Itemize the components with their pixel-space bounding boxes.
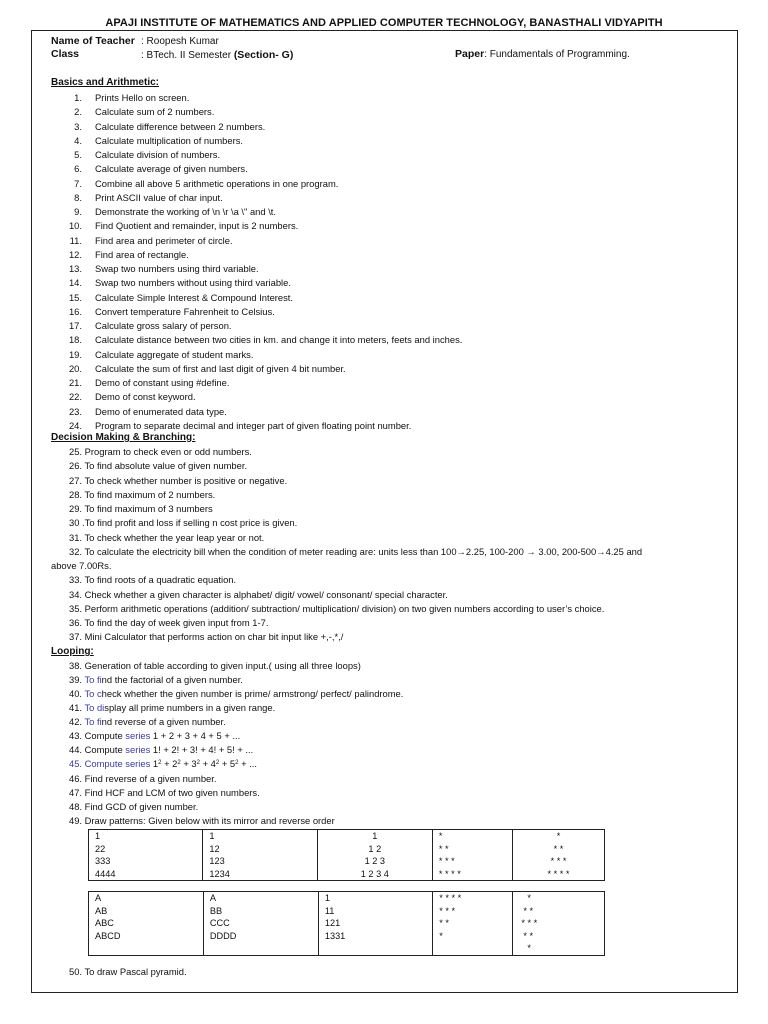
list-item-text: Calculate aggregate of student marks. — [95, 348, 254, 360]
pattern-line: 1234 — [209, 868, 230, 879]
list-item — [60, 306, 275, 318]
list-item — [60, 149, 220, 161]
pattern-line: A — [95, 893, 102, 903]
list-item: 26. To find absolute value of given number. — [69, 460, 248, 472]
list-item: 38. Generation of table according to given input.( using all three loops) — [69, 660, 361, 671]
list-item: 30 .To find profit and loss if selling n cost price is given. — [69, 517, 298, 529]
pattern-line: ABCD — [95, 930, 121, 941]
pattern-line: * * — [439, 918, 449, 929]
list-item-text: Swap two numbers using third variable. — [95, 263, 259, 274]
list-item — [60, 263, 259, 275]
pattern-line: * — [556, 831, 561, 841]
pattern-line: * * * — [439, 905, 456, 916]
list-item: 47. Find HCF and LCM of two given numbers. — [69, 787, 260, 798]
list-item — [60, 363, 346, 375]
list-item-number: 12. — [68, 248, 82, 260]
list-item-text: Find area of rectangle. — [95, 248, 189, 260]
list-item-text: Calculate difference between 2 numbers. — [95, 120, 266, 132]
list-item-number: 16. — [68, 305, 82, 317]
class-value: : BTech. II Semester (Section- G) — [141, 49, 294, 61]
pattern-line: * * — [553, 843, 564, 854]
list-item-text: Calculate distance between two cities in km. and change it into meters, feets and inches. — [95, 334, 463, 346]
list-item — [60, 249, 189, 261]
pattern-row — [89, 830, 605, 881]
list-item-number: 14. — [68, 277, 82, 289]
list-item-number: 9. — [74, 206, 82, 217]
pattern-line: * * — [523, 930, 534, 941]
list-item: 35. Perform arithmetic operations (addition/ subtraction/ multiplication/ division) on two given numbers according to user’s choice. — [69, 602, 605, 614]
list-item: 40. To check whether the given number is prime/ armstrong/ perfect/ palindrome. — [69, 688, 404, 699]
pattern-line: * * * * — [547, 868, 570, 879]
teacher-value: : Roopesh Kumar — [141, 36, 219, 47]
pattern-line: 4444 — [95, 868, 116, 879]
list-item — [60, 192, 223, 204]
list-item-number: 11. — [69, 234, 82, 246]
pattern-line: * — [438, 831, 443, 841]
list-item — [60, 320, 232, 332]
list-item-text: Program to separate decimal and integer part of given floating point number. — [95, 419, 412, 431]
paper-info: Paper: Fundamentals of Programming. — [455, 48, 630, 60]
list-item-number: 3. — [74, 120, 82, 132]
list-item: 27. To check whether number is positive or negative. — [69, 474, 288, 486]
list-item-number: 15. — [68, 291, 82, 303]
pattern-cell — [89, 830, 203, 881]
pattern-line: 1 — [95, 831, 101, 841]
pattern-line: 22 — [95, 843, 106, 854]
pattern-line: 1 — [324, 893, 330, 903]
section-basics-heading: Basics and Arithmetic: — [51, 77, 159, 88]
list-item: 46. Find reverse of a given number. — [69, 773, 217, 784]
list-item-text: Find Quotient and remainder, input is 2 numbers. — [95, 220, 299, 232]
pattern-row — [89, 892, 605, 956]
pattern-cell — [203, 830, 317, 881]
list-item: 45. Compute series $1^2 + 2^2 + 3^2 + 4^2 + 5^2$ + ... — [69, 758, 257, 769]
list-item: 43. Compute series 1 + 2 + 3 + 4 + 5 + ... — [69, 730, 241, 741]
pattern-cell — [513, 892, 605, 956]
list-item: 49. Draw patterns: Given below with its mirror and reverse order — [69, 815, 335, 826]
list-item: 32. To calculate the electricity bill when the condition of meter reading are: units less than 100→2.25, 100-200 → 3.00, 200-500→4.25 and — [69, 545, 643, 557]
list-item-text: Calculate sum of 2 numbers. — [95, 106, 215, 118]
list-item-text: Demo of enumerated data type. — [95, 405, 227, 417]
list-item: 41. To display all prime numbers in a given range. — [69, 702, 276, 713]
list-item-text: Calculate average of given numbers. — [95, 163, 248, 175]
pattern-line: A — [209, 893, 217, 903]
list-item: 37. Mini Calculator that performs action on char bit input like +,-,*,/ — [69, 631, 344, 643]
list-item — [60, 163, 248, 175]
pattern-line: BB — [209, 905, 223, 916]
pattern-line: 121 — [324, 918, 341, 929]
list-item — [60, 235, 233, 247]
list-item — [60, 135, 243, 147]
list-item-text: Demo of constant using #define. — [95, 377, 230, 388]
pattern-line: * * * — [438, 856, 455, 867]
list-item-number: 10. — [68, 220, 82, 232]
pattern-line: 1 2 — [368, 843, 382, 854]
list-item-number: 23. — [68, 405, 82, 417]
pattern-line: 11 — [324, 905, 335, 916]
section-label: (Section- G) — [233, 49, 294, 61]
list-item-number: 24. — [68, 419, 82, 431]
teacher-label: Name of Teacher — [51, 35, 135, 47]
list-item: 36. To find the day of week given input from 1-7. — [69, 617, 269, 628]
section-decision-heading: Decision Making & Branching: — [51, 432, 196, 443]
list-item — [60, 220, 298, 232]
institute-title: APAJI INSTITUTE OF MATHEMATICS AND APPLIED COMPUTER TECHNOLOGY, BANASTHALI VIDYAPITH — [105, 17, 663, 29]
pattern-line: * * * * — [439, 893, 462, 903]
pattern-table-numbers — [88, 829, 605, 881]
pattern-line: 1 2 3 — [364, 856, 386, 867]
pattern-line: 333 — [95, 856, 111, 867]
list-item — [60, 92, 189, 104]
list-item-number: 5. — [74, 149, 82, 160]
list-item-text: Calculate multiplication of numbers. — [95, 134, 243, 146]
list-item-number: 4. — [74, 134, 82, 146]
list-item-number: 19. — [68, 348, 82, 360]
pattern-line: 1331 — [324, 930, 346, 941]
pattern-line: ABC — [95, 918, 114, 929]
list-item — [60, 292, 293, 304]
list-item-text: Combine all above 5 arithmetic operations in one program. — [95, 177, 339, 189]
list-item-number: 13. — [68, 263, 82, 274]
list-item — [60, 377, 229, 389]
list-item-number: 20. — [68, 362, 82, 374]
list-item: 33. To find roots of a quadratic equation. — [69, 574, 237, 586]
pattern-line: * * — [438, 843, 449, 854]
pattern-line: 123 — [209, 856, 225, 867]
list-item-text: Prints Hello on screen. — [95, 92, 190, 103]
list-item-number: 6. — [74, 163, 82, 175]
list-item-number: 18. — [68, 334, 82, 346]
list-item: 39. To find the factorial of a given number. — [69, 674, 243, 685]
list-item-text: Calculate the sum of first and last digit of given 4 bit number. — [95, 362, 346, 374]
list-item-number: 7. — [74, 177, 82, 189]
list-item-text: Print ASCII value of char input. — [95, 191, 223, 203]
pattern-cell — [317, 830, 432, 881]
list-item: 31. To check whether the year leap year or not. — [69, 531, 265, 543]
list-item-text: Calculate gross salary of person. — [95, 320, 232, 331]
list-item-text: Swap two numbers without using third variable. — [95, 277, 291, 289]
list-item-number: 8. — [74, 191, 82, 203]
list-item-text: Demonstrate the working of \n \r \a \" and \t. — [95, 206, 277, 217]
list-item — [60, 420, 411, 432]
pattern-line: DDDD — [209, 930, 237, 941]
list-item — [60, 206, 276, 218]
pattern-line: 1 2 3 4 — [360, 868, 389, 879]
list-item-number: 17. — [68, 320, 82, 331]
list-item: 44. Compute series 1! + 2! + 3! + 4! + 5! + ... — [69, 744, 254, 755]
list-item: 50. To draw Pascal pyramid. — [69, 966, 187, 977]
list-item-number: 22. — [68, 391, 82, 403]
list-item-text: Calculate Simple Interest & Compound Interest. — [95, 291, 294, 303]
class-label: Class — [51, 48, 80, 60]
pattern-line: * * * — [550, 856, 567, 867]
list-item-text: Demo of const keyword. — [95, 391, 196, 403]
pattern-cell — [513, 830, 605, 881]
pattern-line: * — [439, 930, 443, 941]
list-item-text: Calculate division of numbers. — [95, 149, 221, 160]
list-item-number: 21. — [68, 377, 82, 388]
pattern-line: 1 — [209, 831, 215, 841]
list-item: 42. To find reverse of a given number. — [69, 716, 226, 727]
pattern-line: * * * * — [438, 868, 461, 879]
list-item: above 7.00Rs. — [51, 560, 112, 571]
list-item: 34. Check whether a given character is alphabet/ digit/ vowel/ consonant/ special character. — [69, 588, 448, 600]
list-item — [60, 349, 253, 361]
list-item — [60, 334, 462, 346]
list-item-text: Find area and perimeter of circle. — [95, 234, 233, 246]
list-item — [60, 106, 214, 118]
list-item: 25. Program to check even or odd numbers. — [69, 446, 252, 457]
pattern-cell — [89, 892, 204, 956]
section-looping-heading: Looping: — [51, 646, 94, 657]
pattern-cell — [318, 892, 432, 956]
list-item — [60, 406, 227, 418]
pattern-table-letters — [88, 891, 605, 956]
list-item — [60, 277, 291, 289]
pattern-cell — [203, 892, 318, 956]
list-item-text: Convert temperature Fahrenheit to Celsius. — [95, 305, 275, 317]
list-item: 28. To find maximum of 2 numbers. — [69, 488, 216, 500]
pattern-line: * * — [523, 905, 534, 916]
list-item — [60, 121, 265, 133]
list-item: 29. To find maximum of 3 numbers — [69, 503, 213, 514]
pattern-line: * — [527, 943, 531, 954]
list-item: 48. Find GCD of given number. — [69, 801, 199, 812]
list-item-number: 2. — [74, 106, 82, 118]
pattern-line: 12 — [209, 843, 220, 854]
pattern-line: * — [527, 893, 531, 903]
list-item — [60, 391, 196, 403]
pattern-line: AB — [95, 905, 108, 916]
list-item — [60, 178, 338, 190]
pattern-cell — [433, 892, 513, 956]
pattern-line: * * * — [521, 918, 538, 929]
pattern-cell — [432, 830, 512, 881]
list-item-number: 1. — [74, 92, 82, 103]
pattern-line: CCC — [209, 918, 230, 929]
pattern-line: 1 — [372, 831, 378, 841]
